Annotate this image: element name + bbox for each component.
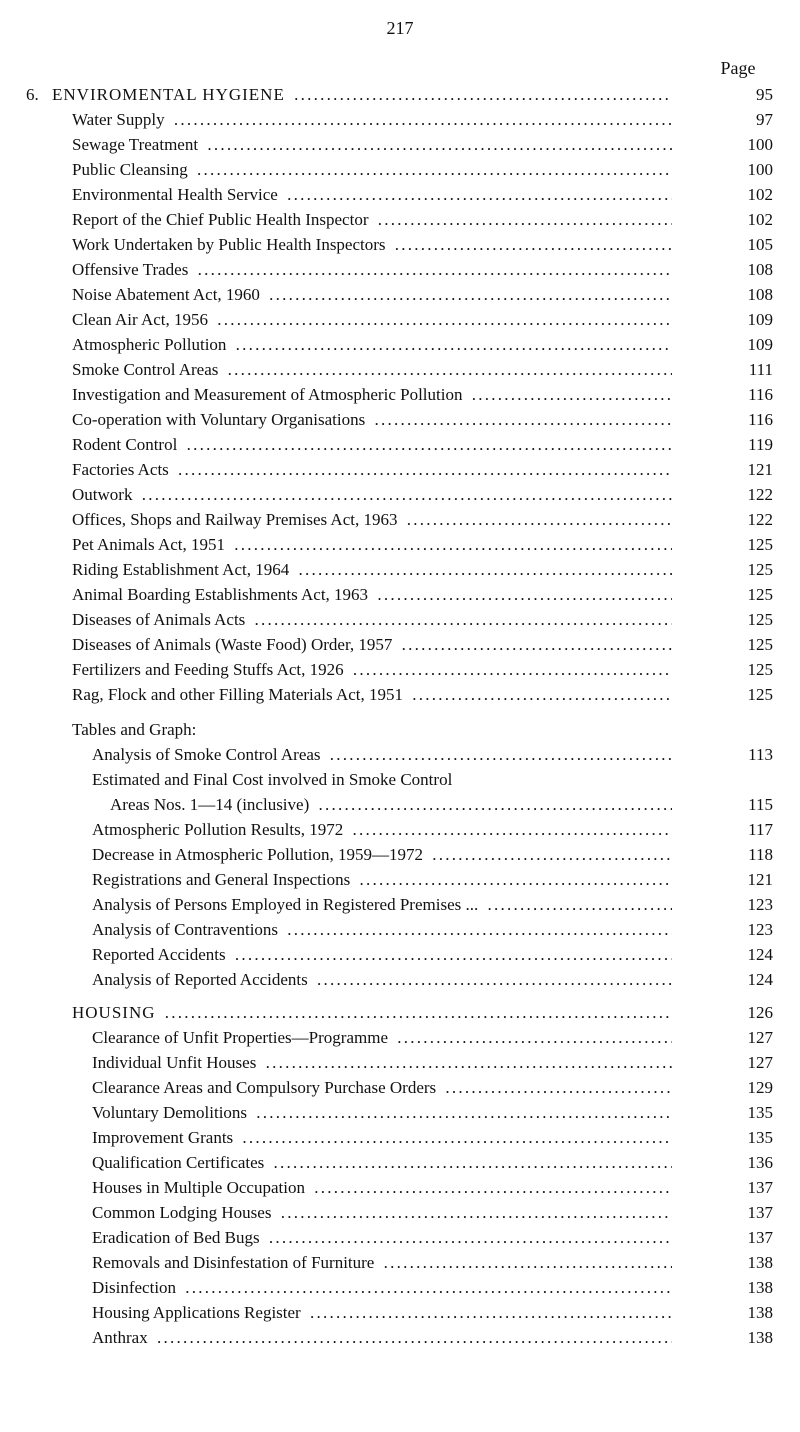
toc-entry bbox=[0, 182, 800, 207]
toc-entry-page: 109 bbox=[747, 335, 773, 354]
toc-entry bbox=[0, 507, 800, 532]
toc-entry-page: 115 bbox=[748, 795, 773, 814]
toc-entry-text: Improvement Grants bbox=[92, 1128, 239, 1147]
toc-entry bbox=[0, 357, 800, 382]
toc-entry-text: Offices, Shops and Railway Premises Act, 1963 bbox=[72, 510, 403, 529]
toc-entry bbox=[0, 1100, 800, 1125]
toc-entry bbox=[0, 817, 800, 842]
toc-entry-page: 135 bbox=[747, 1128, 773, 1147]
toc-entry-page: 136 bbox=[747, 1153, 773, 1172]
toc-entry-text: Report of the Chief Public Health Inspector bbox=[72, 210, 374, 229]
toc-entry-text: Reported Accidents bbox=[92, 945, 232, 964]
toc-entry-text: Pet Animals Act, 1951 bbox=[72, 535, 231, 554]
toc-entry-page: 125 bbox=[747, 685, 773, 704]
tables-heading-row bbox=[0, 717, 800, 742]
toc-entry-text: Houses in Multiple Occupation bbox=[92, 1178, 311, 1197]
toc-entry-text: Rag, Flock and other Filling Materials Act, 1951 bbox=[72, 685, 409, 704]
toc-entry bbox=[0, 1175, 800, 1200]
toc-entry-page: 121 bbox=[747, 870, 773, 889]
toc-entry bbox=[0, 767, 800, 792]
toc-entry-page: 97 bbox=[756, 110, 773, 129]
toc-entry bbox=[0, 307, 800, 332]
toc-entry bbox=[0, 107, 800, 132]
toc-entry-text: Smoke Control Areas bbox=[72, 360, 224, 379]
toc-entry bbox=[0, 282, 800, 307]
toc-entry-text: Diseases of Animals Acts bbox=[72, 610, 251, 629]
toc-entry bbox=[0, 482, 800, 507]
toc-entry-text: Clearance of Unfit Properties—Programme bbox=[92, 1028, 394, 1047]
toc-entry-text: Analysis of Smoke Control Areas bbox=[92, 745, 327, 764]
toc-entry-page: 125 bbox=[747, 560, 773, 579]
toc-entry-page: 138 bbox=[747, 1253, 773, 1272]
toc-entry bbox=[0, 1050, 800, 1075]
table-of-contents bbox=[0, 82, 800, 1350]
toc-entry-page: 105 bbox=[747, 235, 773, 254]
toc-entry-page: 127 bbox=[747, 1053, 773, 1072]
toc-entry-page: 119 bbox=[748, 435, 773, 454]
toc-entry-text: Clearance Areas and Compulsory Purchase Orders bbox=[92, 1078, 442, 1097]
toc-entry bbox=[0, 1200, 800, 1225]
section-title: ENVIROMENTAL HYGIENE bbox=[52, 85, 291, 104]
toc-entry bbox=[0, 157, 800, 182]
housing-entries bbox=[0, 1025, 800, 1350]
toc-entry bbox=[0, 332, 800, 357]
toc-entry-text: Environmental Health Service bbox=[72, 185, 284, 204]
toc-entry-page: 137 bbox=[747, 1203, 773, 1222]
toc-entry bbox=[0, 967, 800, 992]
toc-entry-page: 100 bbox=[747, 135, 773, 154]
toc-entry bbox=[0, 557, 800, 582]
toc-entry-page: 137 bbox=[747, 1178, 773, 1197]
toc-entry-text: Estimated and Final Cost involved in Smoke Control bbox=[92, 770, 458, 789]
toc-entry bbox=[0, 432, 800, 457]
toc-entry-page: 124 bbox=[747, 945, 773, 964]
toc-entry-page: 138 bbox=[747, 1328, 773, 1347]
toc-entry-text: Housing Applications Register bbox=[92, 1303, 307, 1322]
toc-entry-page: 116 bbox=[748, 385, 773, 404]
toc-entry-page: 117 bbox=[748, 820, 773, 839]
toc-entry-page: 102 bbox=[747, 210, 773, 229]
toc-entry bbox=[0, 657, 800, 682]
toc-entry bbox=[0, 1025, 800, 1050]
toc-entry-text: Common Lodging Houses bbox=[92, 1203, 277, 1222]
toc-entry-text: Disinfection bbox=[92, 1278, 182, 1297]
toc-entry-text: Analysis of Reported Accidents bbox=[92, 970, 314, 989]
toc-entry-page: 138 bbox=[747, 1278, 773, 1297]
toc-entry-page: 127 bbox=[747, 1028, 773, 1047]
housing-page: 126 bbox=[747, 1003, 773, 1022]
toc-entry bbox=[0, 257, 800, 282]
toc-entry bbox=[0, 207, 800, 232]
toc-entry-text: Rodent Control bbox=[72, 435, 183, 454]
toc-entry-page: 123 bbox=[747, 895, 773, 914]
toc-entry-text: Voluntary Demolitions bbox=[92, 1103, 253, 1122]
toc-entry-page: 108 bbox=[747, 260, 773, 279]
toc-entry-page: 102 bbox=[747, 185, 773, 204]
toc-entry bbox=[0, 1275, 800, 1300]
toc-entry-text: Riding Establishment Act, 1964 bbox=[72, 560, 295, 579]
toc-entry-text: Investigation and Measurement of Atmospheric Pollution bbox=[72, 385, 468, 404]
toc-entry-page: 100 bbox=[747, 160, 773, 179]
toc-entry-text: Fertilizers and Feeding Stuffs Act, 1926 bbox=[72, 660, 350, 679]
toc-entry bbox=[0, 792, 800, 817]
toc-entry bbox=[0, 942, 800, 967]
toc-entry-page: 125 bbox=[747, 635, 773, 654]
toc-entry bbox=[0, 682, 800, 707]
toc-entry-text: Eradication of Bed Bugs bbox=[92, 1228, 266, 1247]
section-number: 6. bbox=[26, 85, 39, 104]
toc-entry bbox=[0, 382, 800, 407]
toc-entry bbox=[0, 742, 800, 767]
section-page: 95 bbox=[756, 85, 773, 104]
toc-entry-page: 135 bbox=[747, 1103, 773, 1122]
toc-entry bbox=[0, 1300, 800, 1325]
toc-entry-text: Factories Acts bbox=[72, 460, 175, 479]
toc-entry-text: Analysis of Contraventions bbox=[92, 920, 284, 939]
page-number: 217 bbox=[386, 18, 414, 38]
toc-entry-page: 125 bbox=[747, 610, 773, 629]
toc-entry-text: Analysis of Persons Employed in Registered Premises ... bbox=[92, 895, 484, 914]
toc-entry bbox=[0, 407, 800, 432]
toc-entry bbox=[0, 1225, 800, 1250]
toc-entry-text: Clean Air Act, 1956 bbox=[72, 310, 214, 329]
toc-entry bbox=[0, 132, 800, 157]
toc-entry-page: 116 bbox=[748, 410, 773, 429]
toc-entry-page: 125 bbox=[747, 660, 773, 679]
page-column-header: Page bbox=[720, 58, 756, 78]
toc-entry-page: 121 bbox=[747, 460, 773, 479]
toc-entry bbox=[0, 867, 800, 892]
toc-entry-page: 125 bbox=[747, 535, 773, 554]
toc-entry bbox=[0, 1075, 800, 1100]
toc-entry-page: 129 bbox=[747, 1078, 773, 1097]
toc-entry-text: Registrations and General Inspections bbox=[92, 870, 356, 889]
toc-entry bbox=[0, 632, 800, 657]
toc-entry-text: Offensive Trades bbox=[72, 260, 194, 279]
toc-entry-page: 113 bbox=[748, 745, 773, 764]
toc-entry bbox=[0, 1250, 800, 1275]
toc-entry-text: Areas Nos. 1—14 (inclusive) bbox=[110, 795, 315, 814]
toc-entry-text: Diseases of Animals (Waste Food) Order, 1957 bbox=[72, 635, 398, 654]
toc-entry-text: Work Undertaken by Public Health Inspectors bbox=[72, 235, 392, 254]
toc-entry-page: 137 bbox=[747, 1228, 773, 1247]
toc-entry-text: Sewage Treatment bbox=[72, 135, 204, 154]
toc-entry bbox=[0, 1325, 800, 1350]
toc-entry-page: 111 bbox=[748, 360, 773, 379]
toc-entry-text: Noise Abatement Act, 1960 bbox=[72, 285, 266, 304]
toc-entry bbox=[0, 892, 800, 917]
toc-entry bbox=[0, 1150, 800, 1175]
toc-entry bbox=[0, 1125, 800, 1150]
toc-entry-text: Atmospheric Pollution Results, 1972 bbox=[92, 820, 349, 839]
toc-entry-page: 122 bbox=[747, 485, 773, 504]
toc-entry-page: 138 bbox=[747, 1303, 773, 1322]
toc-entry-page: 109 bbox=[747, 310, 773, 329]
section-heading-environmental-hygiene bbox=[0, 82, 800, 107]
toc-entry-text: Decrease in Atmospheric Pollution, 1959—1972 bbox=[92, 845, 429, 864]
toc-entry bbox=[0, 232, 800, 257]
tables-heading: Tables and Graph: bbox=[72, 720, 202, 739]
toc-entry-page: 124 bbox=[747, 970, 773, 989]
toc-entry bbox=[0, 842, 800, 867]
toc-entry-text: Individual Unfit Houses bbox=[92, 1053, 262, 1072]
toc-entry-page: 108 bbox=[747, 285, 773, 304]
toc-entry bbox=[0, 532, 800, 557]
housing-title: HOUSING bbox=[72, 1003, 162, 1022]
toc-entry-page: 118 bbox=[748, 845, 773, 864]
section-heading-housing bbox=[0, 1000, 800, 1025]
tables-entries bbox=[0, 742, 800, 992]
toc-entry-text: Animal Boarding Establishments Act, 1963 bbox=[72, 585, 374, 604]
toc-entry bbox=[0, 917, 800, 942]
toc-entry-text: Removals and Disinfestation of Furniture bbox=[92, 1253, 380, 1272]
toc-entry-text: Water Supply bbox=[72, 110, 171, 129]
toc-entry-text: Public Cleansing bbox=[72, 160, 194, 179]
toc-entry-page: 125 bbox=[747, 585, 773, 604]
toc-entry-text: Co-operation with Voluntary Organisations bbox=[72, 410, 371, 429]
toc-entry-text: Qualification Certificates bbox=[92, 1153, 270, 1172]
toc-entry bbox=[0, 457, 800, 482]
toc-entry-text: Atmospheric Pollution bbox=[72, 335, 232, 354]
toc-entry bbox=[0, 607, 800, 632]
toc-entry-page: 123 bbox=[747, 920, 773, 939]
toc-entry-text: Anthrax bbox=[92, 1328, 154, 1347]
section6-entries bbox=[0, 107, 800, 707]
toc-entry-page: 122 bbox=[747, 510, 773, 529]
toc-entry bbox=[0, 582, 800, 607]
toc-entry-text: Outwork bbox=[72, 485, 138, 504]
